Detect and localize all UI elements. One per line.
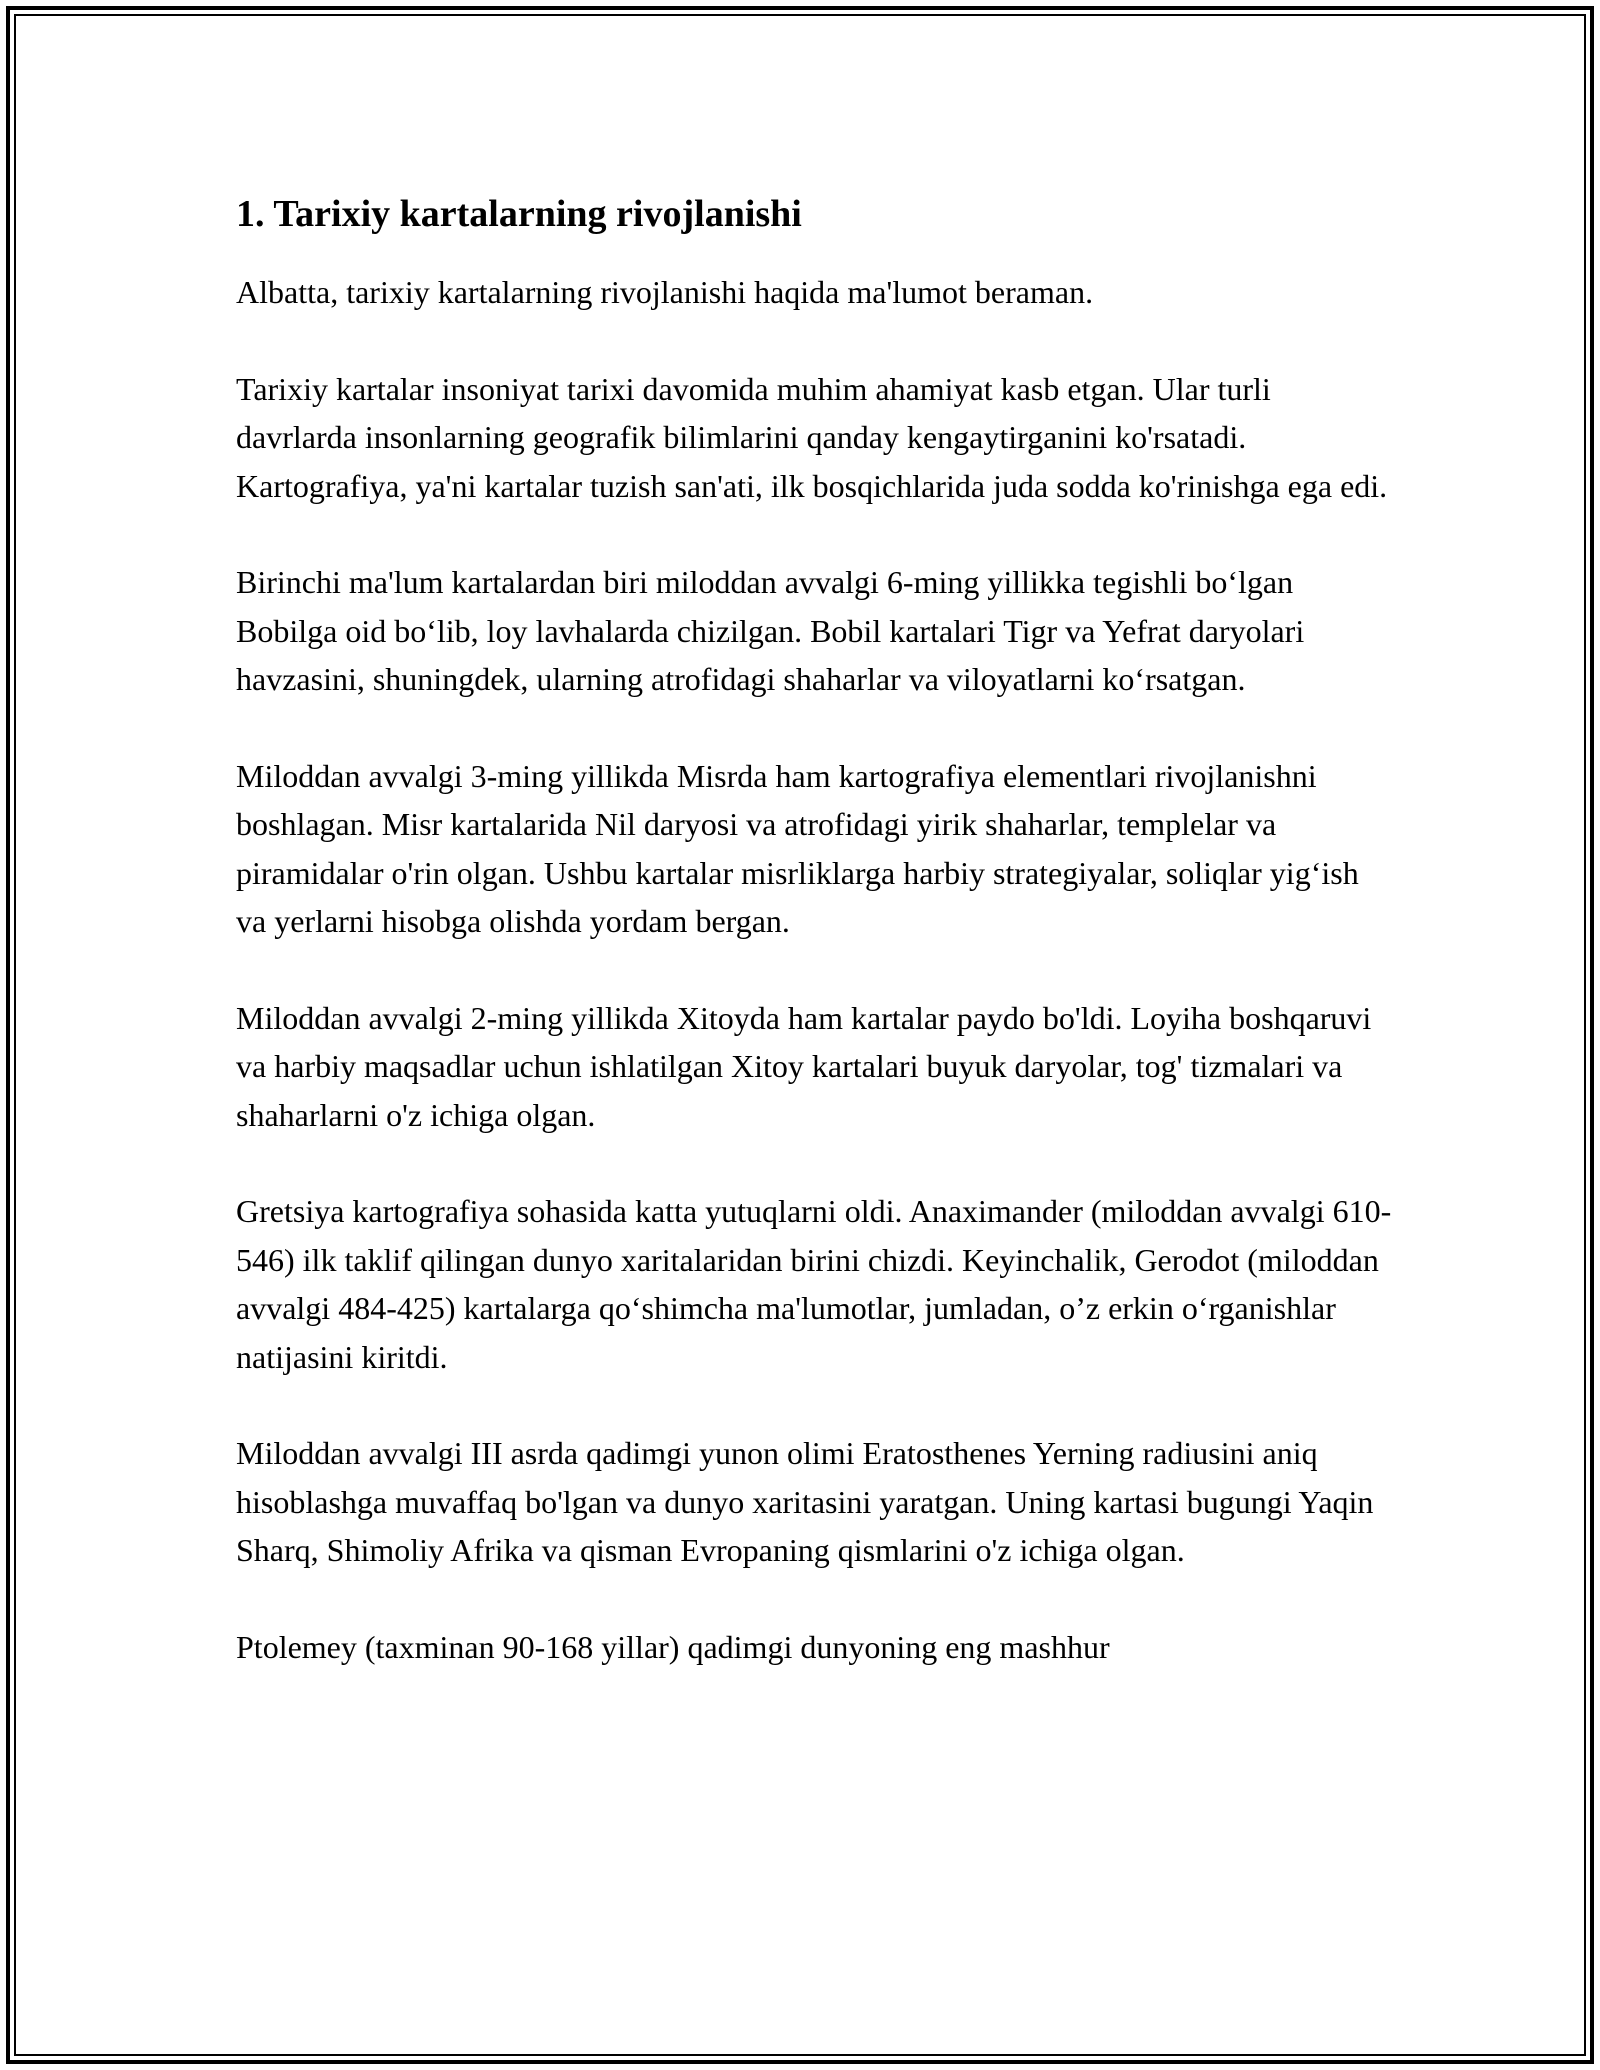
paragraph-egypt: Miloddan avvalgi 3-ming yillikda Misrda ham kartografiya elementlari rivojlanishni boshlagan. Misr kartalarida Nil daryosi va atrofidagi yirik shaharlar, templelar va piramidalar o'rin olgan. Ushbu kartalar misrliklarga harbiy strategiyalar, soliqlar yigʻish va yerlarni hisobga olishda yordam bergan. [236, 757, 1359, 939]
paragraph-eratosthenes: Miloddan avvalgi III asrda qadimgi yunon olimi Eratosthenes Yerning radiusini aniq hisoblashga muvaffaq bo'lgan va dunyo xaritasini yaratgan. Uning kartasi bugungi Yaqin Sharq, Shimoliy Afrika va qisman Evropaning qismlarini o'z ichiga olgan. [236, 1435, 1374, 1568]
section-heading: 1. Tarixiy kartalarning rivojlanishi [236, 193, 802, 235]
paragraph-china: Miloddan avvalgi 2-ming yillikda Xitoyda ham kartalar paydo bo'ldi. Loyiha boshqaruvi va harbiy maqsadlar uchun ishlatilgan Xitoy kartalari buyuk daryolar, tog' tizmalari va shaharlarni o'z ichiga olgan. [236, 999, 1372, 1133]
paragraph-greece: Gretsiya kartografiya sohasida katta yutuqlarni oldi. Anaximander (miloddan avvalgi 610-546) ilk taklif qilingan dunyo xaritalaridan birini chizdi. Keyinchalik, Gerodot (miloddan avvalgi 484-425) kartalarga qoʻshimcha ma'lumotlar, jumladan, o’z erkin oʻrganishlar natijasini kiritdi. [236, 1193, 1392, 1375]
document-body [236, 186, 1396, 1719]
paragraph-intro: Albatta, tarixiy kartalarning rivojlanishi haqida ma'lumot beraman. [236, 274, 1094, 310]
paragraph-overview: Tarixiy kartalar insoniyat tarixi davomida muhim ahamiyat kasb etgan. Ular turli davrlarda insonlarning geografik bilimlarini qanday kengaytirganini ko'rsatadi. Kartografiya, ya'ni kartalar tuzish san'ati, ilk bosqichlarida juda sodda ko'rinishga ega edi. [236, 370, 1388, 504]
paragraph-ptolemy: Ptolemey (taxminan 90-168 yillar) qadimgi dunyoning eng mashhur [236, 1628, 1110, 1665]
paragraph-babylon: Birinchi ma'lum kartalardan biri miloddan avvalgi 6-ming yillikka tegishli boʻlgan Bobilga oid boʻlib, loy lavhalarda chizilgan. Bobil kartalari Tigr va Yefrat daryolari havzasini, shuningdek, ularning atrofidagi shaharlar va viloyatlarni koʻrsatgan. [236, 564, 1305, 697]
